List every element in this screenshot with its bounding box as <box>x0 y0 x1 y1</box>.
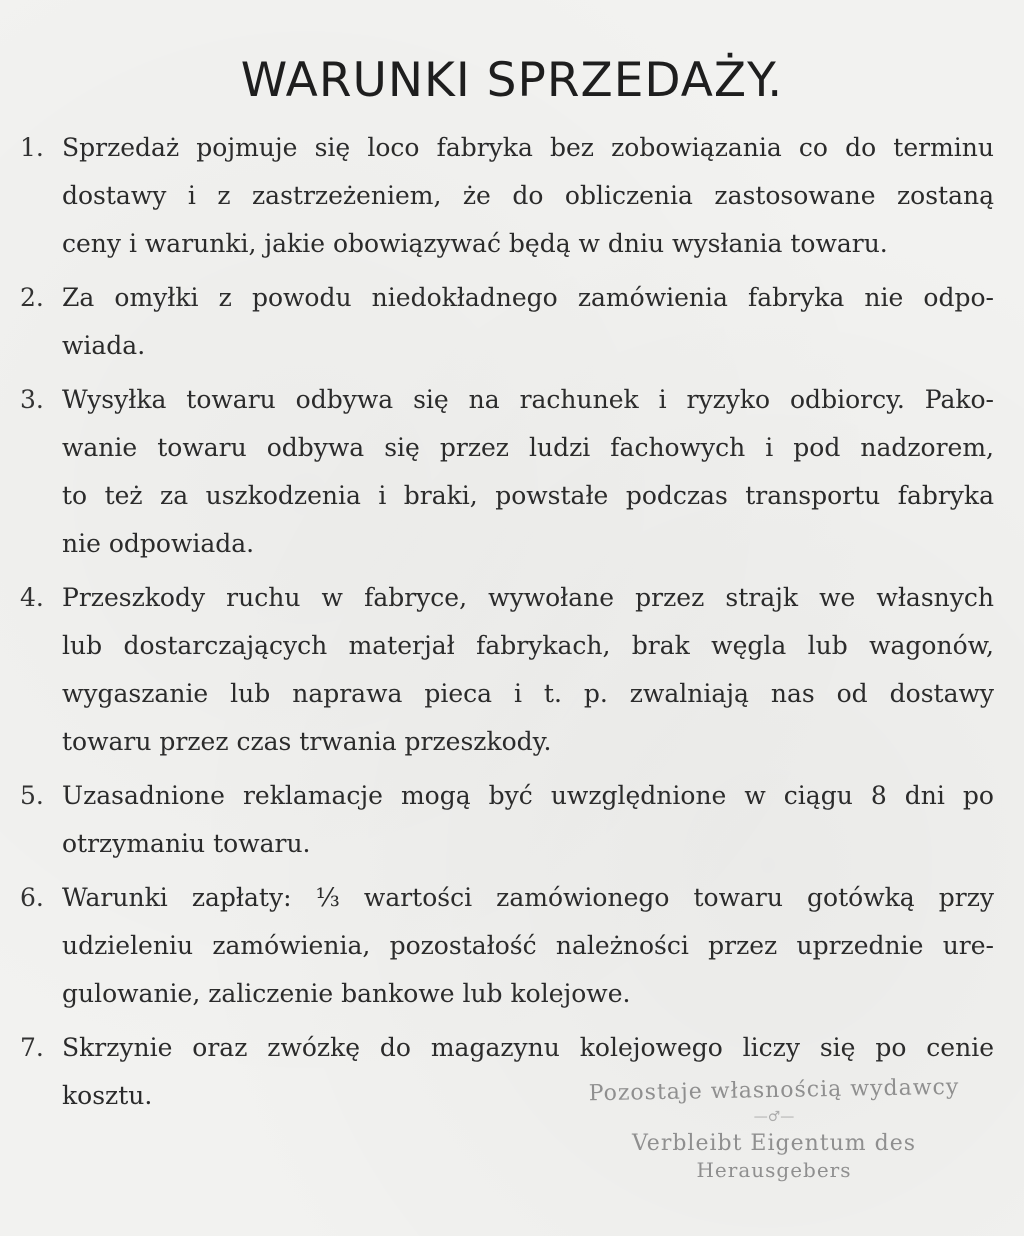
term-line: Uzasadnione reklamacje mogą być uwzględnione w ciągu 8 dni po <box>62 781 994 810</box>
term-number: 2. <box>20 283 44 312</box>
term-line: Wysyłka towaru odbywa się na rachunek i ryzyko odbiorcy. Pako- <box>62 385 994 414</box>
stamp-separator: —♂— <box>753 1109 795 1125</box>
term-line: wygaszanie lub naprawa pieca i t. p. zwalniają nas od dostawy <box>62 679 994 708</box>
term-line: wiada. <box>62 331 146 360</box>
term-item <box>0 274 1024 370</box>
term-item <box>0 772 1024 868</box>
term-line: otrzymaniu towaru. <box>62 829 311 858</box>
term-number: 5. <box>20 781 44 810</box>
term-number: 6. <box>20 883 44 912</box>
term-item <box>0 574 1024 766</box>
term-line: Skrzynie oraz zwózkę do magazynu kolejowego liczy się po cenie <box>62 1033 994 1062</box>
term-line: nie odpowiada. <box>62 529 255 558</box>
term-line: lub dostarczających materjał fabrykach, brak węgla lub wagonów, <box>62 631 994 660</box>
term-line: gulowanie, zaliczenie bankowe lub kolejowe. <box>62 979 631 1008</box>
term-item <box>0 376 1024 568</box>
term-number: 4. <box>20 583 44 612</box>
term-line: ceny i warunki, jakie obowiązywać będą w dniu wysłania towaru. <box>62 229 888 258</box>
term-line: Warunki zapłaty: ⅓ wartości zamówionego towaru gotówką przy <box>62 883 994 912</box>
term-line: udzieleniu zamówienia, pozostałość należności przez uprzednie ure- <box>62 931 994 960</box>
term-line: Przeszkody ruchu w fabryce, wywołane przez strajk we własnych <box>62 583 994 612</box>
term-line: kosztu. <box>62 1081 153 1110</box>
term-line: to też za uszkodzenia i braki, powstałe podczas transportu fabryka <box>62 481 994 510</box>
term-item <box>0 124 1024 268</box>
term-line: Za omyłki z powodu niedokładnego zamówienia fabryka nie odpo- <box>62 283 994 312</box>
term-number: 7. <box>20 1033 44 1062</box>
term-item <box>0 874 1024 1018</box>
term-line: Sprzedaż pojmuje się loco fabryka bez zobowiązania co do terminu <box>62 133 994 162</box>
term-line: dostawy i z zastrzeżeniem, że do obliczenia zastosowane zostaną <box>62 181 994 210</box>
publisher-stamp <box>554 1074 994 1182</box>
stamp-line-german-1: Verbleibt Eigentum des <box>631 1131 917 1156</box>
term-line: towaru przez czas trwania przeszkody. <box>62 727 552 756</box>
document-title: WARUNKI SPRZEDAŻY. <box>240 53 784 109</box>
terms-list <box>0 124 1024 1126</box>
stamp-line-german-2: Herausgebers <box>696 1158 852 1182</box>
term-line: wanie towaru odbywa się przez ludzi fachowych i pod nadzorem, <box>62 433 994 462</box>
stamp-line-polish: Pozostaje własnością wydawcy <box>588 1074 960 1107</box>
term-number: 1. <box>20 133 44 162</box>
term-number: 3. <box>20 385 44 414</box>
